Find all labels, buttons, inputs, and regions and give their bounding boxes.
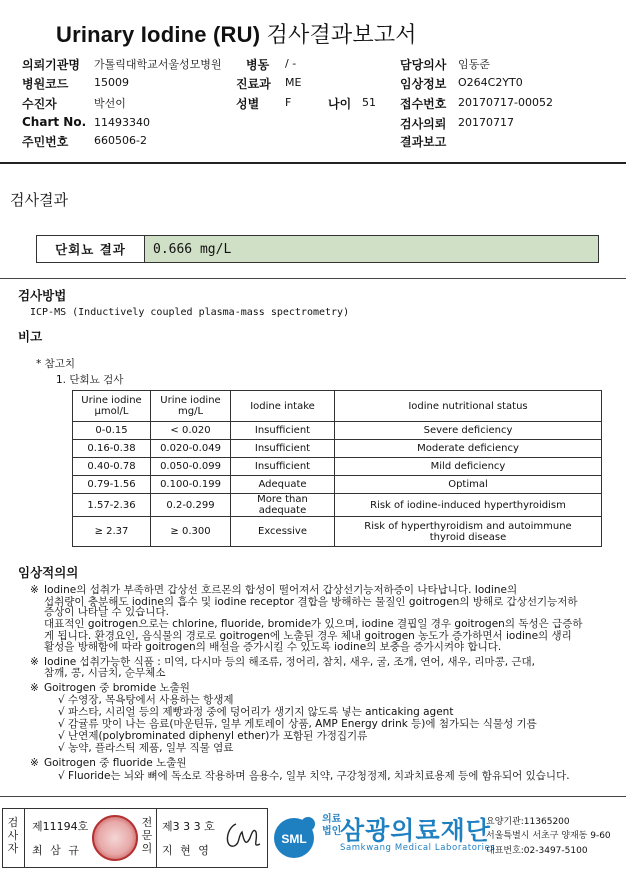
clinical-line <box>30 584 517 596</box>
table-row <box>73 458 602 476</box>
clinical-line-mark: ※ <box>30 584 39 596</box>
clinical-line-text: 활성을 방해함에 따라 goitrogen의 배설을 증가시킬 수 있도록 iodine의 보충을 증가시켜야 합니다. <box>44 641 502 653</box>
specialist-signature-icon <box>222 818 262 856</box>
brand-name-en: Samkwang Medical Laboratories <box>340 843 496 853</box>
inspector-label: 검사자 <box>7 816 19 855</box>
doctor-label: 담당의사 <box>400 58 447 72</box>
clinical-line-text: √ 난연제(polybrominated diphenyl ether)가 포함된 가정집기류 <box>58 730 368 742</box>
hospital-code-label: 병원코드 <box>22 77 69 91</box>
corp-label: 의료 법인 <box>322 814 342 837</box>
specialist-license: 제3 3 3 호 <box>162 820 215 833</box>
clinical-line <box>30 682 190 694</box>
clinical-line <box>30 618 583 630</box>
clinical-line <box>44 730 367 742</box>
reference-label: * 참고치 <box>36 358 76 370</box>
report-title-en: Urinary Iodine (RU) <box>56 22 261 47</box>
clinical-line-text: √ 감귤류 맛이 나는 음료(마운틴듀, 일부 게토레이 상품, AMP Energy drink 등)에 첨가되는 식물성 기름 <box>58 718 537 730</box>
result-box <box>36 235 599 263</box>
receipt-no-label: 접수번호 <box>400 97 447 111</box>
address: 서울특별시 서초구 양재동 9-60 <box>486 831 611 841</box>
rrn-label: 주민번호 <box>22 135 69 149</box>
clinical-line-mark: ※ <box>30 682 39 694</box>
col-header-mg: Urine iodine mg/L <box>151 391 231 422</box>
table-cell: Excessive <box>231 517 335 547</box>
table-cell: 0.100-0.199 <box>151 476 231 494</box>
clinical-line-text: Iodine의 섭취가 부족하면 갑상선 호르몬의 합성이 떨어져서 갑상선기능저하증이 나타납니다. Iodine의 <box>44 584 518 596</box>
table-cell: 0.40-0.78 <box>73 458 151 476</box>
brand-name: 삼광의료재단 <box>340 816 491 845</box>
clinical-line-text: Goitrogen 중 fluoride 노출원 <box>44 757 187 769</box>
sex-label: 성별 <box>236 97 260 111</box>
clinical-line-text: 증상이 나타날 수 있습니다. <box>44 606 169 618</box>
chart-no-label: Chart No. <box>22 115 87 129</box>
ward-value: / - <box>285 57 297 70</box>
institution-label: 의뢰기관명 <box>22 58 80 72</box>
clinical-line-text: √ 수영장, 목욕탕에서 사용하는 항생제 <box>58 694 234 706</box>
clinical-line <box>30 641 501 653</box>
result-label: 단회뇨 결과 <box>37 236 145 262</box>
clinical-line-text: Iodine 섭취가능한 식품 : 미역, 다시마 등의 해조류, 정어리, 참치, 새우, 굴, 조개, 연어, 새우, 리마콩, 근대, <box>44 656 536 668</box>
phone: 대표번호:02-3497-5100 <box>486 846 588 856</box>
table-cell: 0.16-0.38 <box>73 440 151 458</box>
clinical-line-mark: ※ <box>30 757 39 769</box>
table-row <box>73 440 602 458</box>
rrn-value: 660506-2 <box>94 134 147 147</box>
table-row <box>73 517 602 547</box>
specialist-label: 전문의 <box>141 816 153 855</box>
clinical-line <box>44 718 537 730</box>
dept-value: ME <box>285 76 302 89</box>
report-label: 결과보고 <box>400 135 447 149</box>
clinical-line <box>30 757 187 769</box>
dept-label: 진료과 <box>236 77 271 91</box>
table-cell: ≥ 0.300 <box>151 517 231 547</box>
table-cell: 0.050-0.099 <box>151 458 231 476</box>
table-cell: 0.79-1.56 <box>73 476 151 494</box>
clinical-line <box>44 770 570 782</box>
hospital-code-value: 15009 <box>94 76 129 89</box>
clinical-line <box>44 742 233 754</box>
reference-table <box>72 390 602 547</box>
table-cell: 1.57-2.36 <box>73 494 151 517</box>
table-cell: ≥ 2.37 <box>73 517 151 547</box>
table-cell: More than adequate <box>231 494 335 517</box>
clinical-line <box>44 694 234 706</box>
receipt-no-value: 20170717-00052 <box>458 96 553 109</box>
clinical-line-text: √ 파스타, 시리얼 등의 제빵과정 중에 덩어리가 생기지 않도록 넣는 anticaking agent <box>58 706 454 718</box>
clinical-line <box>30 667 165 679</box>
report-title <box>56 18 417 49</box>
table-cell: 0-0.15 <box>73 422 151 440</box>
section-title: 검사결과 <box>10 191 68 209</box>
sml-logo-icon <box>272 814 320 862</box>
doctor-value: 임동준 <box>458 58 490 71</box>
request-date-value: 20170717 <box>458 116 514 129</box>
header-divider <box>0 162 626 164</box>
clinical-info-value: O264C2YT0 <box>458 76 523 89</box>
table-cell: Moderate deficiency <box>335 440 602 458</box>
table-cell: Insufficient <box>231 440 335 458</box>
clinical-line <box>30 606 169 618</box>
chart-no-value: 11493340 <box>94 116 150 129</box>
method-text: ICP-MS (Inductively coupled plasma-mass spectrometry) <box>30 307 350 318</box>
result-divider <box>0 278 626 279</box>
clinical-line-text: 대표적인 goitrogen으로는 chlorine, fluoride, bromide가 있으며, iodine 결핍일 경우 goitrogen의 독성은 급증하 <box>44 618 583 630</box>
col-header-status: Iodine nutritional status <box>335 391 602 422</box>
age-label: 나이 <box>328 97 352 111</box>
method-heading: 검사방법 <box>18 288 67 303</box>
remarks-heading: 비고 <box>18 329 43 344</box>
clinical-line-mark: ※ <box>30 656 39 668</box>
patient-value: 박선이 <box>94 97 126 110</box>
reference-sub-label: 1. 단회뇨 검사 <box>56 374 124 386</box>
table-header-row <box>73 391 602 422</box>
clinical-line-text: 섭취량이 충분해도 iodine의 흡수 및 iodine receptor 결합을 방해하는 물질인 goitrogen의 방해로 갑상선기능저하 <box>44 596 578 608</box>
footer <box>0 806 626 872</box>
inspector-license: 제11194호 <box>32 820 89 833</box>
footer-divider <box>0 796 626 797</box>
institution-code: 요양기관:11365200 <box>486 817 570 827</box>
clinical-line-text: √ 농약, 플라스틱 제품, 일부 직물 염료 <box>58 742 234 754</box>
institution-value: 가톨릭대학교서울성모병원 <box>94 58 222 71</box>
specialist-name: 지 현 영 <box>162 844 211 857</box>
logo-text: SML <box>281 832 307 846</box>
table-cell: Severe deficiency <box>335 422 602 440</box>
inspector-name: 최 삼 규 <box>32 844 81 857</box>
table-cell: 0.2-0.299 <box>151 494 231 517</box>
ward-label: 병동 <box>246 58 270 72</box>
inspector-seal <box>92 815 138 861</box>
clinical-line-text: √ Fluoride는 뇌와 뼈에 독소로 작용하며 음용수, 일부 치약, 구강청정제, 치과치료용제 등에 함유되어 있습니다. <box>58 770 570 782</box>
table-cell: < 0.020 <box>151 422 231 440</box>
clinical-info-label: 임상정보 <box>400 77 447 91</box>
clinical-line-text: 참깨, 콩, 시금치, 순무체소 <box>44 667 166 679</box>
clinical-line <box>44 706 453 718</box>
sex-value: F <box>285 96 292 109</box>
table-cell: Risk of hyperthyroidism and autoimmune thyroid disease <box>335 517 602 547</box>
table-row <box>73 422 602 440</box>
result-value: 0.666 mg/L <box>145 236 598 262</box>
table-cell: 0.020-0.049 <box>151 440 231 458</box>
clinical-heading: 임상적의의 <box>18 565 79 580</box>
clinical-line-text: Goitrogen 중 bromide 노출원 <box>44 682 190 694</box>
age-value: 51 <box>362 96 376 109</box>
patient-label: 수진자 <box>22 97 57 111</box>
col-header-umol: Urine iodine μmol/L <box>73 391 151 422</box>
clinical-line-text: 게 됩니다. 환경요인, 음식물의 경로로 goitrogen에 노출된 경우 체내 goitrogen 농도가 증가하면서 iodine의 생리 <box>44 630 572 642</box>
request-date-label: 검사의뢰 <box>400 117 447 131</box>
table-cell: Adequate <box>231 476 335 494</box>
table-cell: Risk of iodine-induced hyperthyroidism <box>335 494 602 517</box>
table-cell: Optimal <box>335 476 602 494</box>
table-row <box>73 494 602 517</box>
report-title-ko: 검사결과보고서 <box>266 22 417 47</box>
signature-divider <box>24 808 25 868</box>
table-cell: Insufficient <box>231 422 335 440</box>
signature-divider <box>156 808 157 868</box>
col-header-intake: Iodine intake <box>231 391 335 422</box>
table-cell: Insufficient <box>231 458 335 476</box>
table-row <box>73 476 602 494</box>
table-cell: Mild deficiency <box>335 458 602 476</box>
